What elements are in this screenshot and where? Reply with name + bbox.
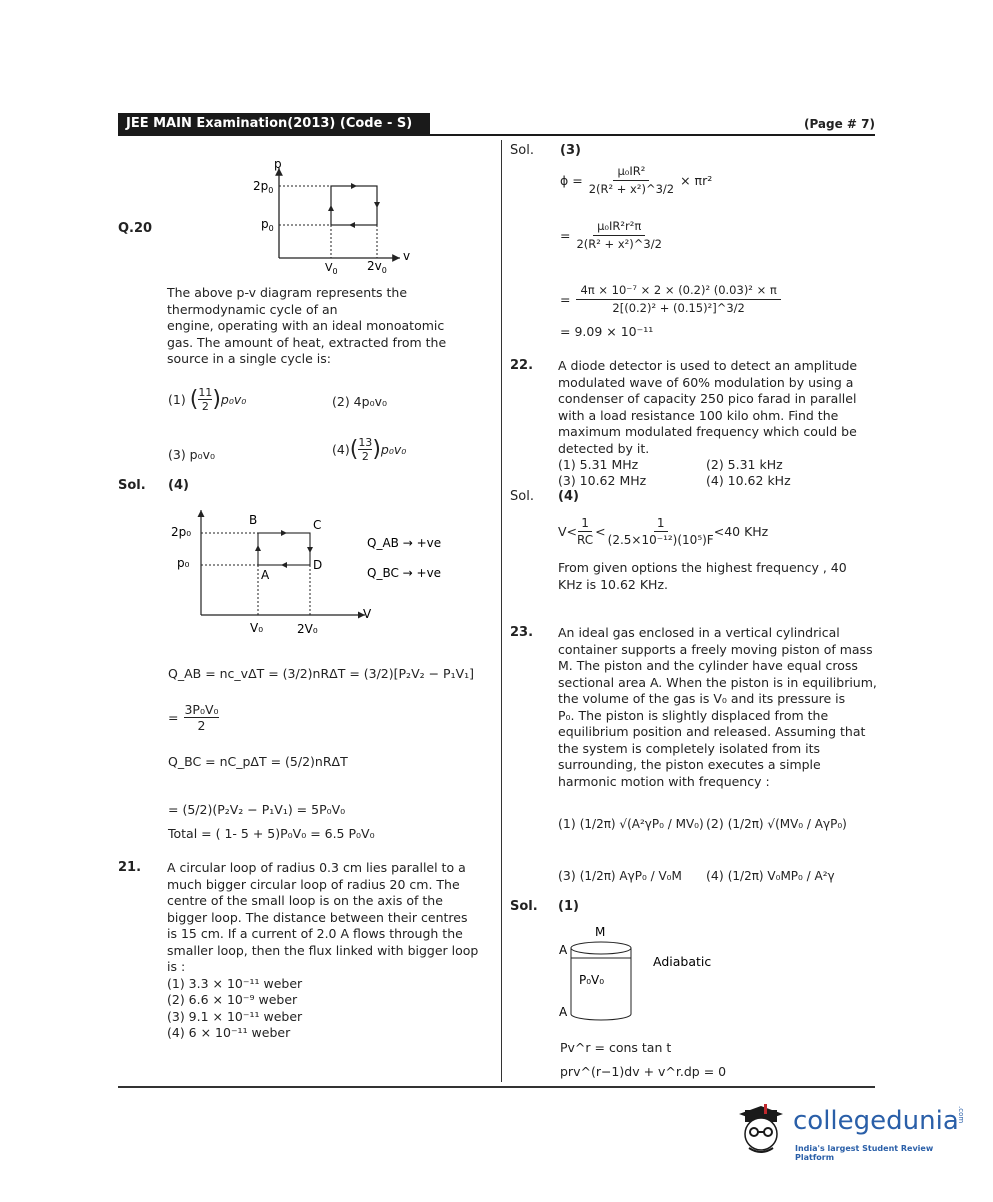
cylinder-top (571, 942, 631, 954)
q21-option-3: (3) 9.1 × 10⁻¹¹ weber (167, 1008, 303, 1024)
q20-option-3: (3) p₀v₀ (168, 447, 216, 462)
q23-eq-2: prv^(r−1)dv + v^r.dp = 0 (560, 1064, 727, 1079)
footer-rule (118, 1086, 875, 1088)
q23-cylinder-figure (555, 922, 735, 1022)
q22-option-2: (2) 5.31 kHz (706, 457, 783, 472)
q20-option-1: (1) ( 11 2 ) p₀v₀ (168, 386, 247, 413)
q22-sol-answer: (4) (558, 489, 579, 504)
q23-question-text: An ideal gas enclosed in a vertical cylindrical container supports a freely moving piston of mass M. The piston and the cylinder have equal cross sectional area A. When the piston is in equilibrium, the volume of the gas is V₀ and its pressure is P₀. The piston is slightly displaced from the equilibrium position and released. Assuming that the system is completely isolated from its surrounding, the piston executes a simple harmonic motion with frequency : (558, 625, 877, 789)
q23-option-3: (3) (1/2π) AγP₀ / V₀M (558, 868, 682, 883)
q22-label: 22. (510, 358, 534, 373)
label-2v0: 2V₀ (297, 622, 318, 636)
adiabatic-label: Adiabatic (653, 954, 712, 969)
q20-eq-qab-result: = $\frac{\text{3P₀V₀}}{2}$ (168, 702, 219, 733)
cycle-rect (331, 186, 377, 225)
mass-label: M (595, 925, 606, 939)
q22-option-4: (4) 10.62 kHz (706, 473, 791, 488)
exam-header-title: JEE MAIN Examination(2013) (Code - S) (118, 113, 430, 135)
graduate-mascot-icon (735, 1104, 789, 1162)
point-b: B (249, 513, 258, 527)
qbc-note: Q_BC → +ve (367, 566, 442, 580)
q21-label: 21. (118, 860, 142, 875)
sol21-eq-1: ϕ = $\frac{\text{μ₀IR²}}{\text{2(R² + x²)\textasciicircum{}3/2}}$ × πr² (560, 164, 713, 196)
header-rule (118, 134, 875, 136)
sol21-answer: (3) (560, 143, 581, 158)
q20-label: Q.20 (118, 221, 153, 236)
label-v0: V₀ (250, 621, 264, 635)
q23-option-2: (2) (1/2π) √(MV₀ / AγP₀) (706, 816, 847, 831)
q23-option-1: (1) (1/2π) √(A²γP₀ / MV₀) (558, 816, 704, 831)
q22-sol-label: Sol. (510, 489, 534, 504)
q23-sol-answer: (1) (558, 899, 579, 914)
cylinder-bottom (571, 1014, 631, 1020)
label-v: V (363, 607, 372, 621)
area-label-top: A (559, 943, 568, 957)
q20-option-4: (4) ( 13 2 ) p₀v₀ (332, 436, 407, 463)
q21-option-1: (1) 3.3 × 10⁻¹¹ weber (167, 975, 303, 991)
label-p: p (274, 157, 282, 171)
q22-option-1: (1) 5.31 MHz (558, 457, 639, 472)
q21-option-4: (4) 6 × 10⁻¹¹ weber (167, 1025, 291, 1040)
q23-option-4: (4) (1/2π) V₀MP₀ / A²γ (706, 868, 835, 883)
pv-label: P₀V₀ (579, 973, 605, 987)
q23-sol-label: Sol. (510, 899, 538, 914)
point-d: D (313, 558, 323, 572)
sol21-eq-2: = $\frac{\text{μ₀IR²r²π}}{\text{2(R² + x²)\textasciicircum{}3/2}}$ (560, 219, 662, 251)
logo-tagline: India's largest Student Review Platform (795, 1144, 934, 1162)
sol21-label: Sol. (510, 143, 534, 158)
q21-question-text: A circular loop of radius 0.3 cm lies parallel to a much bigger circular loop of radius 20 cm. The centre of the small loop is on the axis of the bigger loop. The distance between their centres is 15 cm. If a current of 2.0 A flows through the smaller loop, then the flux linked with bigger loop is : (1) 3.3 × 10⁻¹¹ weber (2) 6.6 × 10⁻⁹ weber (3) 9.1 × 10⁻¹¹ weber (4) 6 × 10⁻¹¹ weber (167, 860, 479, 1040)
logo-dotcom: .com (957, 1106, 965, 1124)
q22-option-3: (3) 10.62 MHz (558, 473, 647, 488)
page-number: (Page # 7) (803, 117, 875, 131)
column-divider (501, 140, 502, 1082)
q20-eq-qbc: Q_BC = nC_pΔT = (5/2)nRΔT (168, 754, 348, 769)
qab-note: Q_AB → +ve (367, 536, 442, 550)
sol21-result: = 9.09 × 10⁻¹¹ (560, 324, 654, 339)
q23-eq-1: Pv^r = cons tan t (560, 1040, 672, 1055)
label-2v0: $2v_0$ (367, 259, 387, 275)
collegedunia-logo (735, 1100, 965, 1170)
point-a: A (261, 568, 270, 582)
label-p0: $p_0$ (261, 217, 274, 233)
q20-question-text: The above p-v diagram represents the thermodynamic cycle of an engine, operating with an ideal monoatomic gas. The amount of heat, extracted from the source in a single cycle is: (167, 285, 447, 366)
q22-inequality: V< 1 RC < 1 (2.5×10⁻¹²)(10⁵)F <40 KHz (558, 516, 769, 547)
label-2p0: $2p_0$ (253, 179, 274, 195)
q20-eq-qab: Q_AB = nc_vΔT = (3/2)nRΔT = (3/2)[P₂V₂ − P₁V₁] (168, 666, 475, 681)
q20-solution-diagram (165, 505, 445, 640)
q20-pv-diagram (245, 150, 420, 275)
q20-option-2: (2) 4p₀v₀ (332, 394, 387, 409)
cycle-rect (258, 533, 310, 565)
area-label-bottom: A (559, 1005, 568, 1019)
logo-wordmark: collegedunia (793, 1106, 959, 1136)
label-p0: p₀ (177, 556, 190, 570)
q20-eq-qbc-result: = (5/2)(P₂V₂ − P₁V₁) = 5P₀V₀ (168, 802, 346, 817)
q22-question-text: A diode detector is used to detect an amplitude modulated wave of 60% modulation by using a condenser of capacity 250 pico farad in parallel with a load resistance 100 kilo ohm. Find the maximum modulated frequency which could be detected by it. (558, 358, 858, 456)
q23-label: 23. (510, 625, 534, 640)
q20-eq-total: Total = ( 1- 5 + 5)P₀V₀ = 6.5 P₀V₀ (168, 826, 375, 841)
label-v: v (403, 249, 411, 263)
q20-sol-label: Sol. (118, 478, 146, 493)
q20-sol-answer: (4) (168, 478, 189, 493)
q21-option-2: (2) 6.6 × 10⁻⁹ weber (167, 992, 298, 1007)
sol21-eq-3: = $\frac{\text{4π × 10⁻⁷ × 2 × (0.2)² (0.03)² × π}}{\text{2[(0.2)² + (0.15)²]\textasciicircum{}3/2}}$ (560, 282, 787, 317)
label-v0: $V_0$ (325, 261, 338, 275)
point-c: C (313, 518, 322, 532)
q22-note: From given options the highest frequency , 40 KHz is 10.62 KHz. (558, 560, 847, 592)
label-2p0: 2p₀ (171, 525, 192, 539)
